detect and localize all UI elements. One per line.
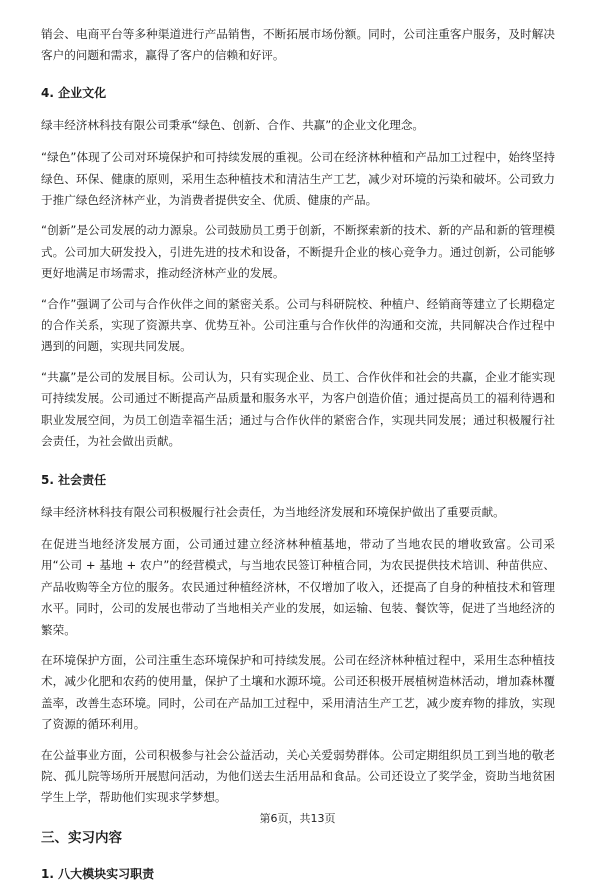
heading-corporate-culture: 4. 企业文化 bbox=[41, 85, 107, 100]
document-page bbox=[41, 24, 555, 884]
heading-internship-content: 三、实习内容 bbox=[41, 829, 122, 846]
page-number-footer: 第6页，共13页 bbox=[259, 812, 336, 825]
economy-paragraph: 在促进当地经济发展方面，公司通过建立经济林种植基地，带动了当地农民的增收致富。公司采用“公司 + 基地 + 农户”的经营模式，与当地农民签订种植合同，为农民提供技术培训、种苗供应、产品收购等全方位的服务。农民通过种植经济林，不仅增加了收入，还提高了自身的种植技术和管理水平。同时，公司的发展也带动了当地相关产业的发展，如运输、包装、餐饮等，促进了当地经济的繁荣。 bbox=[41, 536, 555, 637]
social-intro-paragraph: 绿丰经济林科技有限公司积极履行社会责任，为当地经济发展和环境保护做出了重要贡献。 bbox=[41, 504, 505, 519]
intro-paragraph: 销会、电商平台等多种渠道进行产品销售，不断拓展市场份额。同时，公司注重客户服务，及时解决客户的问题和需求，赢得了客户的信赖和好评。 bbox=[41, 27, 555, 63]
environment-paragraph: 在环境保护方面，公司注重生态环境保护和可持续发展。公司在经济林种植过程中，采用生态种植技术，减少化肥和农药的使用量，保护了土壤和水源环境。公司还积极开展植树造林活动，增加森林覆盖率，改善生态环境。同时，公司在产品加工过程中，采用清洁生产工艺，减少废弃物的排放，实现了资源的循环利用。 bbox=[41, 652, 555, 732]
cooperation-paragraph: “合作”强调了公司与合作伙伴之间的紧密关系。公司与科研院校、种植户、经销商等建立了长期稳定的合作关系，实现了资源共享、优势互补。公司注重与合作伙伴的沟通和交流，共同解决合作过程中遇到的问题，实现共同发展。 bbox=[41, 296, 555, 354]
culture-intro-paragraph: 绿丰经济林科技有限公司秉承“绿色、创新、合作、共赢”的企业文化理念。 bbox=[41, 117, 425, 132]
welfare-paragraph: 在公益事业方面，公司积极参与社会公益活动，关心关爱弱势群体。公司定期组织员工到当地的敬老院、孤儿院等场所开展慰问活动，为他们送去生活用品和食品。公司还设立了奖学金，资助当地贫困学生上学，帮助他们实现求学梦想。 bbox=[41, 747, 555, 805]
heading-eight-modules: 1. 八大模块实习职责 bbox=[41, 866, 155, 881]
innovation-paragraph: “创新”是公司发展的动力源泉。公司鼓励员工勇于创新，不断探索新的技术、新的产品和新的管理模式。公司加大研发投入，引进先进的技术和设备，不断提升企业的核心竞争力。通过创新，公司能够更好地满足市场需求，推动经济林产业的发展。 bbox=[41, 223, 555, 281]
green-paragraph: “绿色”体现了公司对环境保护和可持续发展的重视。公司在经济林种植和产品加工过程中，始终坚持绿色、环保、健康的原则，采用生态种植技术和清洁生产工艺，减少对环境的污染和破坏。公司致力于推广绿色经济林产业，为消费者提供安全、优质、健康的产品。 bbox=[41, 150, 555, 208]
winwin-paragraph: “共赢”是公司的发展目标。公司认为，只有实现企业、员工、合作伙伴和社会的共赢，企业才能实现可持续发展。公司通过不断提高产品质量和服务水平，为客户创造价值；通过提高员工的福利待遇和职业发展空间，为员工创造幸福生活；通过与合作伙伴的紧密合作，实现共同发展；通过积极履行社会责任，为社会做出贡献。 bbox=[41, 369, 555, 449]
heading-social-responsibility: 5. 社会责任 bbox=[41, 472, 107, 487]
